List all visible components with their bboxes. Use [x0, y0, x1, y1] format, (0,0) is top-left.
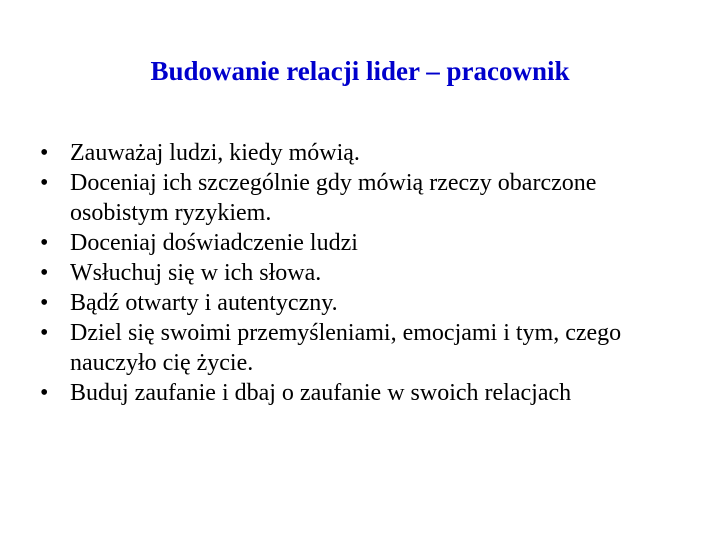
bullet-icon: • — [40, 380, 49, 406]
bullet-icon: • — [40, 140, 49, 166]
bullet-icon: • — [40, 320, 49, 346]
bullet-icon: • — [40, 230, 49, 256]
list-item — [40, 228, 700, 258]
list-item — [40, 378, 700, 408]
list-item — [40, 168, 700, 228]
bullet-icon: • — [40, 260, 49, 286]
list-item — [40, 258, 700, 288]
bullet-text: Doceniaj doświadczenie ludzi — [70, 230, 358, 256]
slide-title: Budowanie relacji lider – pracownik — [150, 56, 570, 86]
bullet-icon: • — [40, 170, 49, 196]
bullet-text: Bądź otwarty i autentyczny. — [70, 290, 338, 316]
bullet-text: Doceniaj ich szczególnie gdy mówią rzeczy obarczone osobistym ryzykiem. — [70, 170, 597, 226]
bullet-icon: • — [40, 290, 49, 316]
bullet-text: Buduj zaufanie i dbaj o zaufanie w swoich relacjach — [70, 380, 572, 406]
list-item — [40, 138, 700, 168]
list-item — [40, 288, 700, 318]
list-item — [40, 318, 700, 378]
bullet-text: Wsłuchuj się w ich słowa. — [70, 260, 322, 286]
bullet-text: Zauważaj ludzi, kiedy mówią. — [70, 140, 360, 166]
bullet-text: Dziel się swoimi przemyśleniami, emocjami i tym, czego nauczyło cię życie. — [70, 320, 622, 376]
bullet-list — [40, 138, 700, 408]
